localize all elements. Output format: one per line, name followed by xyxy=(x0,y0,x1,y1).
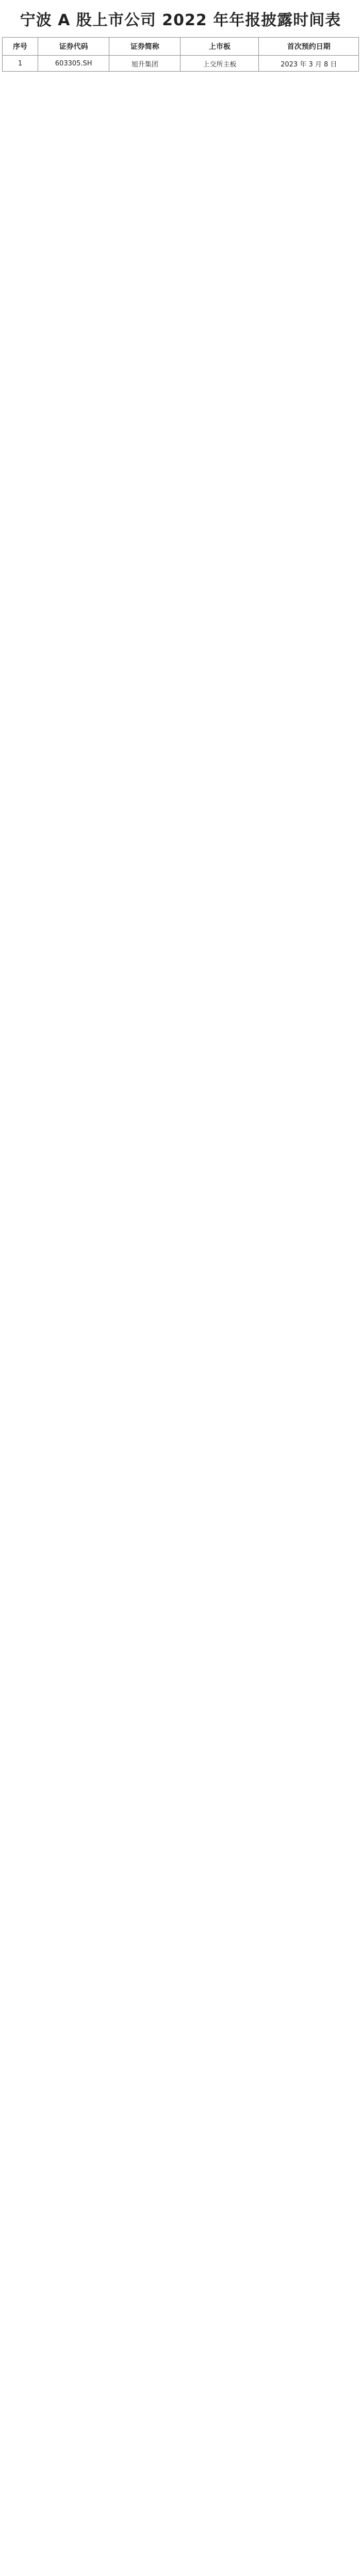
header-code: 证券代码 xyxy=(38,38,109,56)
table-row xyxy=(3,56,359,72)
page xyxy=(0,0,361,82)
cell-date: 2023 年 3 月 8 日 xyxy=(259,56,359,72)
table-body xyxy=(3,56,359,72)
cell-code: 603305.SH xyxy=(38,56,109,72)
cell-name: 旭升集团 xyxy=(109,56,180,72)
cell-index: 1 xyxy=(3,56,38,72)
header-board: 上市板 xyxy=(180,38,259,56)
header-index: 序号 xyxy=(3,38,38,56)
header-date: 首次预约日期 xyxy=(259,38,359,56)
table-header-row xyxy=(3,38,359,56)
disclosure-table xyxy=(2,37,359,72)
header-name: 证券简称 xyxy=(109,38,180,56)
page-title: 宁波 A 股上市公司 2022 年年报披露时间表 xyxy=(20,11,341,29)
cell-board: 上交所主板 xyxy=(180,56,259,72)
